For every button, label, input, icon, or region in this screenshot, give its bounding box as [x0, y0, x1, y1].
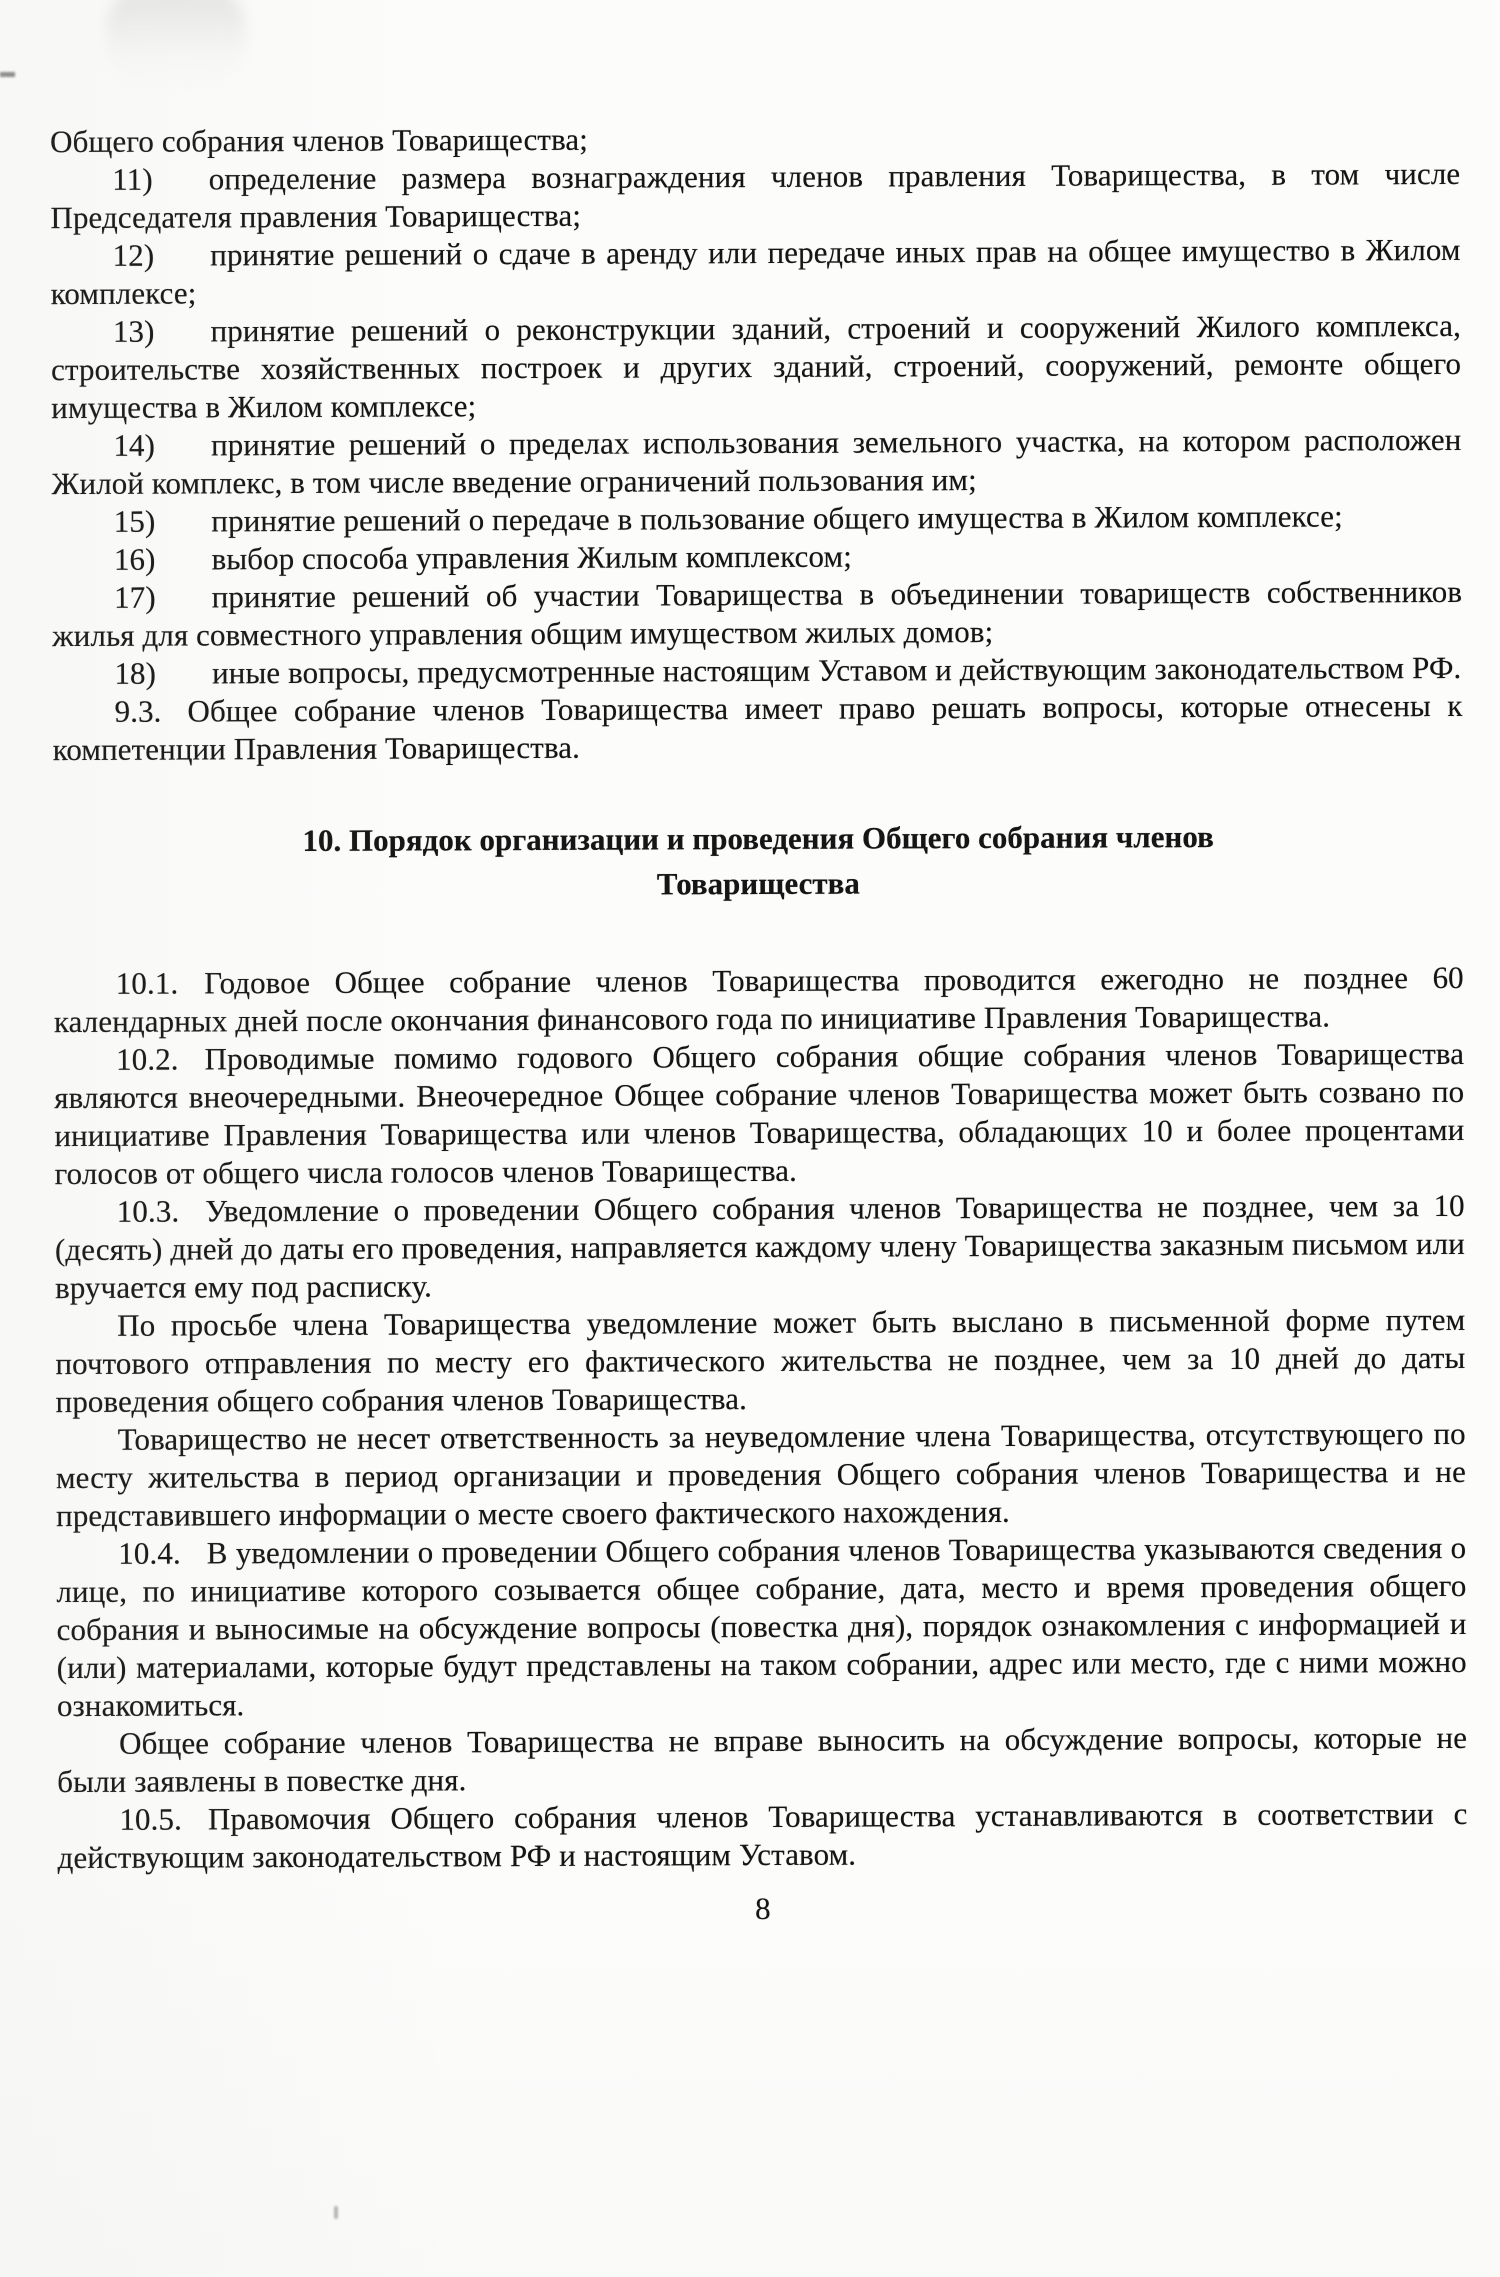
paragraph-text: Общее собрание членов Товарищества не вправе выносить на обсуждение вопросы, которые не были заявлены в повестке дня.: [57, 1719, 1468, 1800]
paragraph-text: Годовое Общее собрание членов Товарищества проводится ежегодно не позднее 60 календарных дней после окончания финансового года по инициативе Правления Товарищества.: [53, 959, 1464, 1040]
paragraph-number: 10.3.: [116, 1193, 180, 1229]
paragraph: [56, 1529, 1467, 1725]
paragraph-number: 10.5.: [119, 1801, 182, 1837]
paragraph: [52, 497, 1462, 541]
paragraph: [51, 231, 1461, 313]
paragraph: [50, 117, 1460, 161]
paragraph-number: 14): [113, 427, 156, 463]
paragraph: [51, 421, 1461, 503]
paragraph-number: 10.4.: [118, 1535, 181, 1571]
paragraph-text: Общее собрание членов Товарищества имеет право решать вопросы, которые отнесены к компетенции Правления Товарищества.: [52, 687, 1463, 768]
scan-speck-artifact: [334, 2206, 338, 2219]
paragraph-number: 15): [113, 503, 156, 539]
paragraph: [56, 1415, 1466, 1535]
paragraph: [57, 1719, 1467, 1801]
paragraph-text: В уведомлении о проведении Общего собрания членов Товарищества указываются сведения о лице, по инициативе которого созывается общее собрание, дата, место и время проведения общего собрания и выносимые на обсуждение вопросы (повестка дня), порядок ознакомления с информацией и (или) материалами, которые будут представлены на таком собрании, адрес или место, где с ними можно ознакомиться.: [56, 1529, 1467, 1724]
paragraph-text: определение размера вознаграждения членов правления Товарищества, в том числе Председателя правления Товарищества;: [50, 155, 1461, 236]
scan-smudge-artifact: [106, 0, 246, 92]
paragraph-text: принятие решений о пределах использования земельного участка, на котором расположен Жилой комплекс, в том числе введение ограничений пользования им;: [51, 421, 1462, 502]
paragraph: [52, 649, 1462, 693]
paragraph: [54, 959, 1464, 1041]
paragraph: [55, 1301, 1465, 1421]
paragraph: [57, 1795, 1467, 1877]
paragraph-number: 17): [114, 579, 156, 615]
paragraph-text: Уведомление о проведении Общего собрания членов Товарищества не позднее, чем за 10 (десять) дней до даты его проведения, направляется каждому члену Товарищества заказным письмом или вручается ему под расписку.: [54, 1187, 1465, 1306]
page-number: 8: [754, 1890, 771, 1927]
section-heading: 10. Порядок организации и проведения Общего собрания членов Товарищества: [302, 819, 1214, 902]
paragraph: [54, 1035, 1465, 1193]
paragraph-number: 10.2.: [116, 1041, 179, 1077]
paragraph: [52, 573, 1462, 655]
paragraph: [51, 307, 1461, 427]
paragraph: [52, 535, 1462, 579]
paragraph-text: Общего собрания членов Товарищества;: [50, 121, 589, 160]
paragraph-text: принятие решений о реконструкции зданий, строений и сооружений Жилого комплекса, строительстве хозяйственных построек и других зданий, строений, сооружений, ремонте общего имущества в Жилом комплексе;: [51, 307, 1462, 426]
paragraph-number: 12): [112, 237, 155, 273]
paragraph-number: 11): [112, 161, 153, 197]
paragraph-number: 18): [114, 655, 157, 691]
paragraph: [55, 1187, 1465, 1307]
paragraph: [50, 155, 1460, 237]
paragraph-text: принятие решений об участии Товарищества в объединении товариществ собственников жилья для совместного управления общим имуществом жилых домов;: [52, 573, 1463, 654]
document-page: [50, 117, 1468, 1931]
paragraph-text: выбор способа управления Жилым комплексом;: [211, 538, 853, 577]
paragraph-text: Проводимые помимо годового Общего собрания общие собрания членов Товарищества являются внеочередными. Внеочередное Общее собрание членов Товарищества может быть созвано по инициативе Правления Товарищества или членов Товарищества, обладающих 10 и более процентами голосов от общего числа голосов членов Товарищества.: [54, 1035, 1465, 1192]
paragraph-text: принятие решений о сдаче в аренду или передаче иных прав на общее имущество в Жилом комплексе;: [50, 231, 1461, 312]
paragraph-number: 13): [112, 313, 155, 349]
paragraph-text: Правомочия Общего собрания членов Товарищества устанавливаются в соответствии с действующим законодательством РФ и настоящим Уставом.: [57, 1795, 1468, 1876]
paragraph: [52, 687, 1462, 769]
paragraph-number: 9.3.: [114, 693, 162, 729]
scan-tick-artifact: [0, 72, 15, 77]
paragraph-text: принятие решений о передаче в пользование общего имущества в Жилом комплексе;: [211, 498, 1343, 539]
paragraph-text: По просьбе члена Товарищества уведомление может быть выслано в письменной форме путем почтового отправления по месту его фактического жительства не позднее, чем за 10 дней до даты проведения общего собрания членов Товарищества.: [55, 1301, 1466, 1420]
paragraph-number: 16): [113, 541, 156, 577]
paragraph-text: Товарищество не несет ответственность за неуведомление члена Товарищества, отсутствующего по месту жительства в период организации и проведения Общего собрания членов Товарищества и не представившего информации о месте своего фактического нахождения.: [55, 1415, 1466, 1534]
paragraph-number: 10.1.: [115, 965, 179, 1001]
paragraph-text: иные вопросы, предусмотренные настоящим Уставом и действующим законодательством РФ.: [211, 649, 1462, 691]
